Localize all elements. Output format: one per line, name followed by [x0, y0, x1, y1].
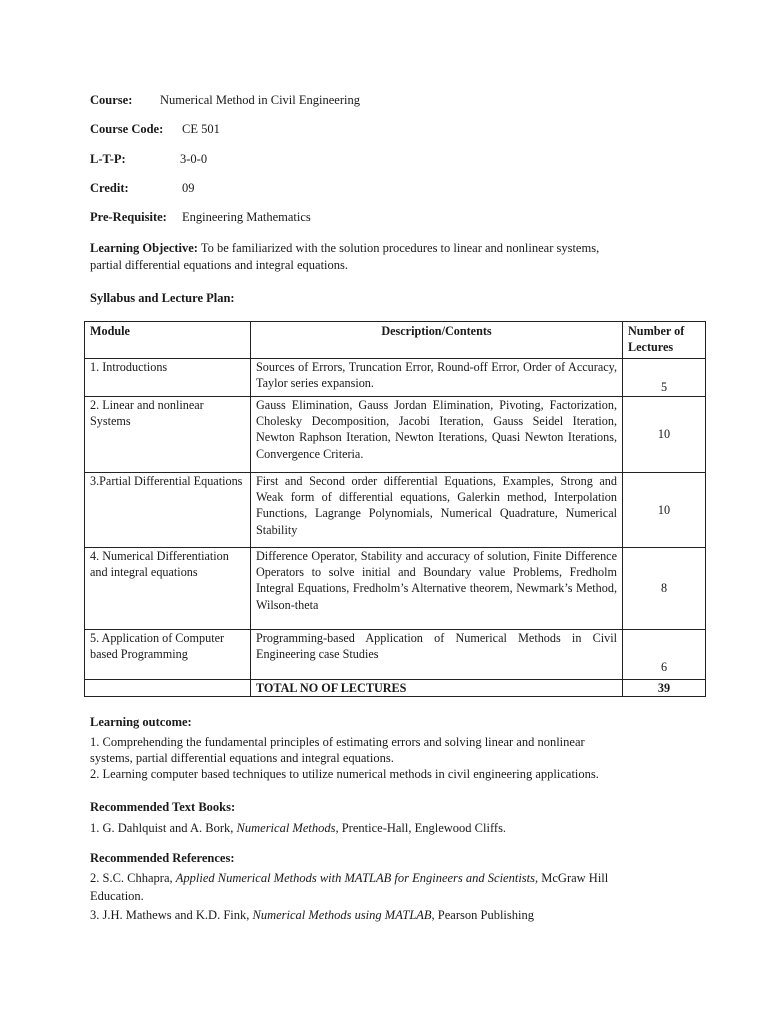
course-row: [90, 93, 360, 108]
textbook-item: [90, 820, 506, 836]
references-heading: Recommended References:: [90, 851, 235, 865]
reference-title: Numerical Methods using MATLAB: [252, 908, 432, 922]
prerequisite-row: [90, 210, 311, 225]
prerequisite-label: Pre-Requisite:: [90, 210, 167, 224]
course-label: Course:: [90, 93, 133, 107]
lectures-cell: 10: [623, 473, 706, 548]
reference-publisher: , Pearson Publishing: [431, 908, 534, 922]
reference-item-continued: Education.: [90, 889, 144, 903]
reference-authors: 3. J.H. Mathews and K.D. Fink,: [90, 908, 253, 922]
ltp-row: [90, 152, 208, 167]
syllabus-table: [84, 321, 706, 697]
description-cell: Gauss Elimination, Gauss Jordan Elimination, Pivoting, Factorization, Cholesky Decomposition, Jacobi Iteration, Gauss Seidel Iteration, Newton Raphson Iteration, Newton Iterations, Quasi Newton Iterations, Convergence Criteria.: [251, 397, 623, 473]
ltp-label: L-T-P:: [90, 152, 126, 166]
outcome-line: 1. Comprehending the fundamental principles of estimating errors and solving linear and nonlinear: [90, 735, 585, 749]
reference-publisher: , McGraw Hill: [535, 871, 609, 885]
learning-objective-line2: partial differential equations and integral equations.: [90, 258, 349, 272]
column-header-lectures: Number of Lectures: [623, 322, 706, 359]
table-row: [85, 548, 706, 630]
table-row: [85, 630, 706, 680]
credit-row: [90, 181, 195, 196]
table-row: [85, 473, 706, 548]
credit-label: Credit:: [90, 181, 129, 195]
textbook-publisher: Prentice-Hall, Englewood Cliffs.: [338, 821, 507, 835]
reference-item: [90, 870, 608, 886]
reference-authors: 2. S.C. Chhapra,: [90, 871, 176, 885]
table-row: [85, 397, 706, 473]
module-cell: 1. Introductions: [85, 359, 251, 397]
textbook-authors: 1. G. Dahlquist and A. Bork,: [90, 821, 237, 835]
description-cell: Programming-based Application of Numerical Methods in Civil Engineering case Studies: [251, 630, 623, 680]
table-row: [85, 359, 706, 397]
table-header-row: [85, 322, 706, 359]
prerequisite-value: Engineering Mathematics: [182, 210, 311, 224]
course-value: Numerical Method in Civil Engineering: [160, 93, 360, 107]
module-cell: 4. Numerical Differentiation and integral equations: [85, 548, 251, 630]
course-code-value: CE 501: [182, 122, 220, 136]
reference-title: Applied Numerical Methods with MATLAB for Engineers and Scientists: [175, 871, 535, 885]
textbook-title: Numerical Methods,: [236, 821, 339, 835]
total-row: [85, 680, 706, 697]
description-cell: First and Second order differential Equations, Examples, Strong and Weak form of differential equations, Galerkin method, Interpolation Functions, Lagrange Polynomials, Numerical Quadrature, Numerical Stability: [251, 473, 623, 548]
total-label: TOTAL NO OF LECTURES: [251, 680, 623, 697]
syllabus-heading: Syllabus and Lecture Plan:: [90, 291, 235, 305]
module-cell: 3.Partial Differential Equations: [85, 473, 251, 548]
learning-objective: [90, 240, 670, 274]
lectures-cell: 10: [623, 397, 706, 473]
module-cell: 2. Linear and nonlinear Systems: [85, 397, 251, 473]
total-empty-cell: [85, 680, 251, 697]
lectures-cell: 6: [623, 630, 706, 680]
lectures-cell: 8: [623, 548, 706, 630]
description-cell: Difference Operator, Stability and accuracy of solution, Finite Difference Operators to solve initial and Boundary value Problems, Fredholm Integral Equations, Fredholm’s Alternative theorem, Newmark’s Method, Wilson-theta: [251, 548, 623, 630]
textbooks-heading: Recommended Text Books:: [90, 800, 236, 814]
column-header-description: Description/Contents: [251, 322, 623, 359]
credit-value: 09: [182, 181, 195, 195]
ltp-value: 3-0-0: [180, 152, 208, 166]
learning-outcome-heading: Learning outcome:: [90, 715, 192, 729]
learning-objective-label: Learning Objective:: [90, 241, 198, 255]
module-cell: 5. Application of Computer based Programming: [85, 630, 251, 680]
description-cell: Sources of Errors, Truncation Error, Round-off Error, Order of Accuracy, Taylor series expansion.: [251, 359, 623, 397]
outcome-line: 2. Learning computer based techniques to utilize numerical methods in civil engineering applications.: [90, 767, 599, 781]
learning-objective-line1: To be familiarized with the solution procedures to linear and nonlinear systems,: [200, 241, 600, 255]
column-header-module: Module: [85, 322, 251, 359]
reference-item: [90, 907, 534, 923]
course-code-row: [90, 122, 220, 137]
course-code-label: Course Code:: [90, 122, 164, 136]
outcome-line: systems, partial differential equations and integral equations.: [90, 751, 394, 765]
total-value: 39: [623, 680, 706, 697]
lectures-cell: 5: [623, 359, 706, 397]
